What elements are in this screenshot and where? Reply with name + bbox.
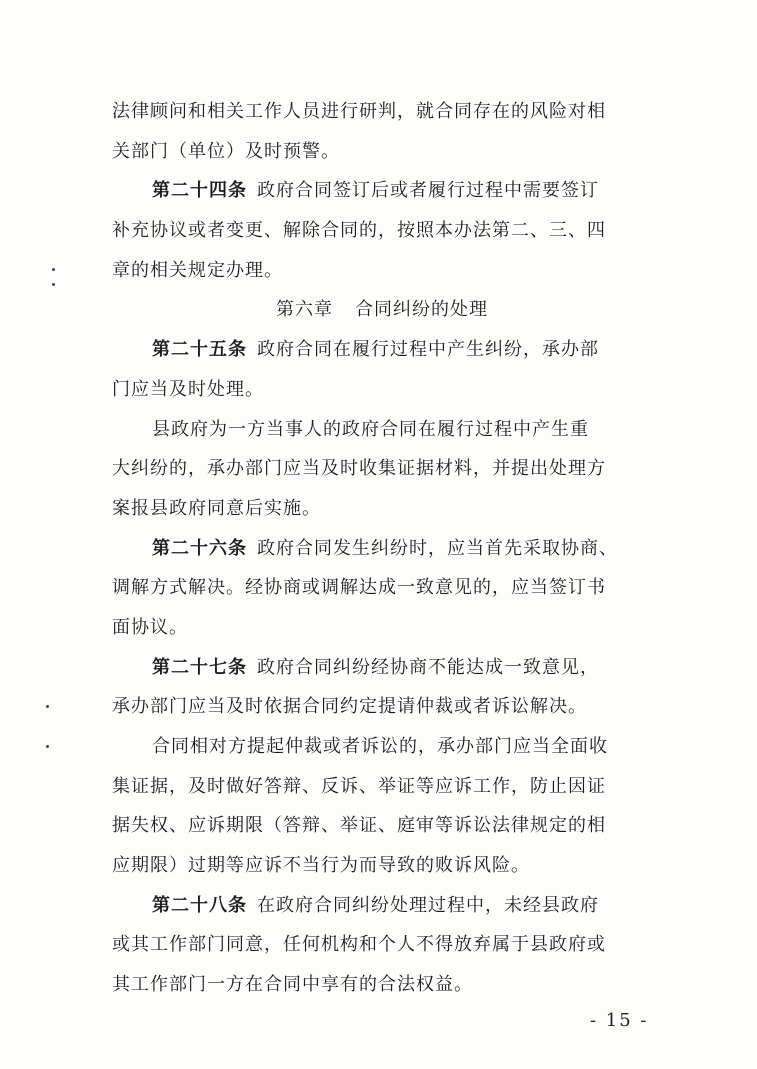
article-26-line <box>112 529 652 569</box>
article-text: 政府合同发生纠纷时，应当首先采取协商、 <box>257 537 618 559</box>
paragraph-line: 承办部门应当及时依据合同约定提请仲裁或者诉讼解决。 <box>112 696 587 718</box>
paragraph-line: 法律顾问和相关工作人员进行研判，就合同存在的风险对相 <box>112 101 606 122</box>
article-text: 在政府合同纠纷处理过程中，未经县政府 <box>257 894 599 916</box>
paragraph-line: 其工作部门一方在合同中享有的合法权益。 <box>112 974 473 996</box>
scan-mark <box>52 268 55 271</box>
paragraph-line: 合同相对方提起仲裁或者诉讼的，承办部门应当全面收 <box>152 736 608 757</box>
scan-mark <box>46 745 49 748</box>
article-28-line <box>112 886 652 926</box>
chapter-heading <box>112 290 652 330</box>
paragraph-line: 县政府为一方当事人的政府合同在履行过程中产生重 <box>152 418 589 440</box>
paragraph-line: 面协议。 <box>112 616 188 638</box>
paragraph-line: 大纠纷的，承办部门应当及时收集证据材料，并提出处理方 <box>112 458 606 480</box>
article-27-line <box>112 648 652 688</box>
article-text: 政府合同在履行过程中产生纠纷，承办部 <box>257 339 599 361</box>
chapter-title: 合同纠纷的处理 <box>355 299 488 321</box>
paragraph-line: 案报县政府同意后实施。 <box>112 497 321 519</box>
paragraph-line: 门应当及时处理。 <box>112 378 264 400</box>
document-body <box>112 92 652 1005</box>
article-number: 第二十五条 <box>152 339 247 361</box>
scan-mark <box>52 283 55 286</box>
paragraph-line: 或其工作部门同意，任何机构和个人不得放弃属于县政府或 <box>112 934 606 956</box>
article-number: 第二十七条 <box>152 656 247 678</box>
paragraph-line: 应期限）过期等应诉不当行为而导致的败诉风险。 <box>112 855 530 877</box>
article-number: 第二十八条 <box>152 894 247 916</box>
paragraph-line: 据失权、应诉期限（答辩、举证、庭审等诉讼法律规定的相 <box>112 815 606 837</box>
article-text: 政府合同纠纷经协商不能达成一致意见， <box>257 656 599 678</box>
paragraph-line: 调解方式解决。经协商或调解达成一致意见的，应当签订书 <box>112 577 606 599</box>
paragraph-line: 关部门（单位）及时预警。 <box>112 140 340 162</box>
article-25-line <box>112 330 652 370</box>
chapter-number: 第六章 <box>276 299 333 321</box>
scan-mark <box>46 705 49 708</box>
paragraph-line: 章的相关规定办理。 <box>112 259 283 281</box>
article-number: 第二十四条 <box>152 180 247 202</box>
paragraph-line: 集证据，及时做好答辩、反诉、举证等应诉工作，防止因证 <box>112 775 606 797</box>
page-number: - 15 - <box>590 1010 649 1031</box>
article-number: 第二十六条 <box>152 537 247 559</box>
article-text: 政府合同签订后或者履行过程中需要签订 <box>257 180 599 202</box>
paragraph-line: 补充协议或者变更、解除合同的，按照本办法第二、三、四 <box>112 220 606 242</box>
article-24-line <box>112 171 652 211</box>
